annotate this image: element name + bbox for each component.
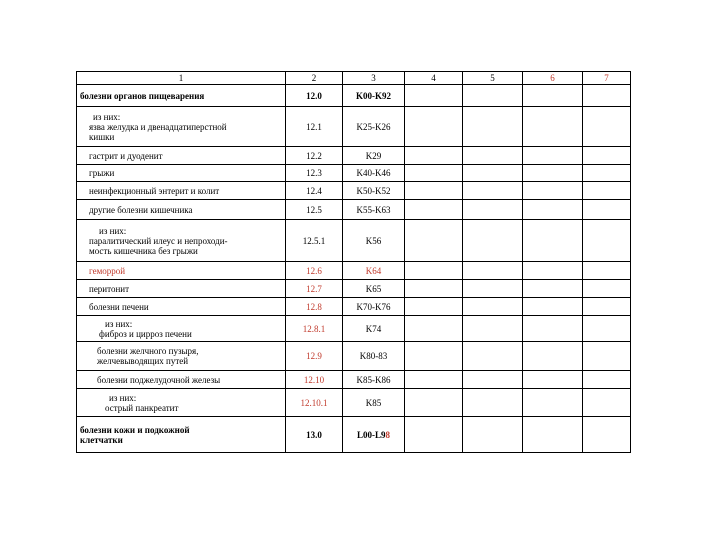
empty-cell <box>463 371 523 389</box>
empty-cell <box>523 85 583 107</box>
empty-cell <box>583 371 631 389</box>
empty-cell <box>523 316 583 342</box>
icd-code-suffix: 8 <box>385 429 390 440</box>
empty-cell <box>463 85 523 107</box>
disease-name: болезни поджелудочной железы <box>77 371 286 389</box>
table-row <box>77 200 631 220</box>
empty-cell <box>463 165 523 182</box>
table-row <box>77 107 631 147</box>
empty-cell <box>523 417 583 453</box>
icd-code: K56 <box>343 220 405 262</box>
empty-cell <box>583 262 631 280</box>
empty-cell <box>583 165 631 182</box>
disease-name: геморрой <box>77 262 286 280</box>
row-code: 12.4 <box>286 182 343 200</box>
icd-code: K85-K86 <box>343 371 405 389</box>
table-row <box>77 417 631 453</box>
table-row <box>77 182 631 200</box>
empty-cell <box>523 371 583 389</box>
empty-cell <box>583 280 631 298</box>
empty-cell <box>463 107 523 147</box>
disease-name: из них: язва желудка и двенадцатиперстной кишки <box>77 107 286 147</box>
empty-cell <box>523 200 583 220</box>
empty-cell <box>405 147 463 165</box>
empty-cell <box>405 220 463 262</box>
row-code: 12.8 <box>286 298 343 316</box>
empty-cell <box>523 298 583 316</box>
header-cell: 2 <box>286 72 343 85</box>
empty-cell <box>523 342 583 371</box>
header-cell: 6 <box>523 72 583 85</box>
icd-code: K00-K92 <box>343 85 405 107</box>
header-cell: 7 <box>583 72 631 85</box>
empty-cell <box>405 389 463 417</box>
empty-cell <box>405 298 463 316</box>
empty-cell <box>463 220 523 262</box>
row-code: 12.6 <box>286 262 343 280</box>
icd-code: K25-K26 <box>343 107 405 147</box>
empty-cell <box>523 165 583 182</box>
icd-code: K65 <box>343 280 405 298</box>
empty-cell <box>405 316 463 342</box>
empty-cell <box>583 298 631 316</box>
icd-code: K29 <box>343 147 405 165</box>
disease-name: перитонит <box>77 280 286 298</box>
icd-code: K64 <box>343 262 405 280</box>
disease-name: грыжи <box>77 165 286 182</box>
empty-cell <box>583 147 631 165</box>
disease-name: из них: паралитический илеус и непроходи- мость кишечника без грыжи <box>77 220 286 262</box>
empty-cell <box>463 147 523 165</box>
icd-code: K55-K63 <box>343 200 405 220</box>
empty-cell <box>463 182 523 200</box>
empty-cell <box>405 417 463 453</box>
disease-name: болезни органов пищеварения <box>77 85 286 107</box>
icd-code: K40-K46 <box>343 165 405 182</box>
table-row <box>77 85 631 107</box>
row-code: 13.0 <box>286 417 343 453</box>
icd-code: K85 <box>343 389 405 417</box>
row-code: 12.8.1 <box>286 316 343 342</box>
empty-cell <box>405 200 463 220</box>
empty-cell <box>405 371 463 389</box>
empty-cell <box>405 85 463 107</box>
empty-cell <box>583 220 631 262</box>
table-row <box>77 342 631 371</box>
table-row <box>77 371 631 389</box>
empty-cell <box>405 262 463 280</box>
row-code: 12.1 <box>286 107 343 147</box>
icd-code: K70-K76 <box>343 298 405 316</box>
row-code: 12.10.1 <box>286 389 343 417</box>
table-row <box>77 262 631 280</box>
header-cell: 1 <box>77 72 286 85</box>
header-cell: 4 <box>405 72 463 85</box>
table-row <box>77 280 631 298</box>
row-code: 12.7 <box>286 280 343 298</box>
disease-name: гастрит и дуоденит <box>77 147 286 165</box>
empty-cell <box>523 262 583 280</box>
table-row <box>77 389 631 417</box>
empty-cell <box>523 280 583 298</box>
row-code: 12.9 <box>286 342 343 371</box>
header-row <box>77 72 631 85</box>
icd-code: K74 <box>343 316 405 342</box>
empty-cell <box>463 200 523 220</box>
disease-name: другие болезни кишечника <box>77 200 286 220</box>
empty-cell <box>583 200 631 220</box>
disease-name: болезни желчного пузыря, желчевыводящих путей <box>77 342 286 371</box>
empty-cell <box>463 389 523 417</box>
disease-name: неинфекционный энтерит и колит <box>77 182 286 200</box>
empty-cell <box>583 389 631 417</box>
row-code: 12.5.1 <box>286 220 343 262</box>
disease-name: болезни кожи и подкожной клетчатки <box>77 417 286 453</box>
empty-cell <box>405 107 463 147</box>
empty-cell <box>463 417 523 453</box>
disease-name: болезни печени <box>77 298 286 316</box>
header-cell: 3 <box>343 72 405 85</box>
table-row <box>77 147 631 165</box>
empty-cell <box>523 107 583 147</box>
disease-name: из них: острый панкреатит <box>77 389 286 417</box>
empty-cell <box>583 342 631 371</box>
disease-name: из них: фиброз и цирроз печени <box>77 316 286 342</box>
empty-cell <box>523 182 583 200</box>
empty-cell <box>583 85 631 107</box>
empty-cell <box>463 262 523 280</box>
table-row <box>77 165 631 182</box>
table-row <box>77 298 631 316</box>
icd-code: K80-83 <box>343 342 405 371</box>
icd-code: L00-L98 <box>343 417 405 453</box>
empty-cell <box>583 107 631 147</box>
empty-cell <box>405 165 463 182</box>
table-row <box>77 220 631 262</box>
empty-cell <box>583 417 631 453</box>
empty-cell <box>523 389 583 417</box>
empty-cell <box>463 298 523 316</box>
row-code: 12.2 <box>286 147 343 165</box>
header-cell: 5 <box>463 72 523 85</box>
row-code: 12.5 <box>286 200 343 220</box>
table-row <box>77 316 631 342</box>
empty-cell <box>523 220 583 262</box>
icd-code: K50-K52 <box>343 182 405 200</box>
empty-cell <box>583 316 631 342</box>
row-code: 12.10 <box>286 371 343 389</box>
empty-cell <box>463 342 523 371</box>
row-code: 12.3 <box>286 165 343 182</box>
empty-cell <box>405 280 463 298</box>
empty-cell <box>523 147 583 165</box>
empty-cell <box>583 182 631 200</box>
row-code: 12.0 <box>286 85 343 107</box>
empty-cell <box>463 316 523 342</box>
empty-cell <box>405 342 463 371</box>
statistics-table <box>76 71 631 453</box>
empty-cell <box>405 182 463 200</box>
empty-cell <box>463 280 523 298</box>
